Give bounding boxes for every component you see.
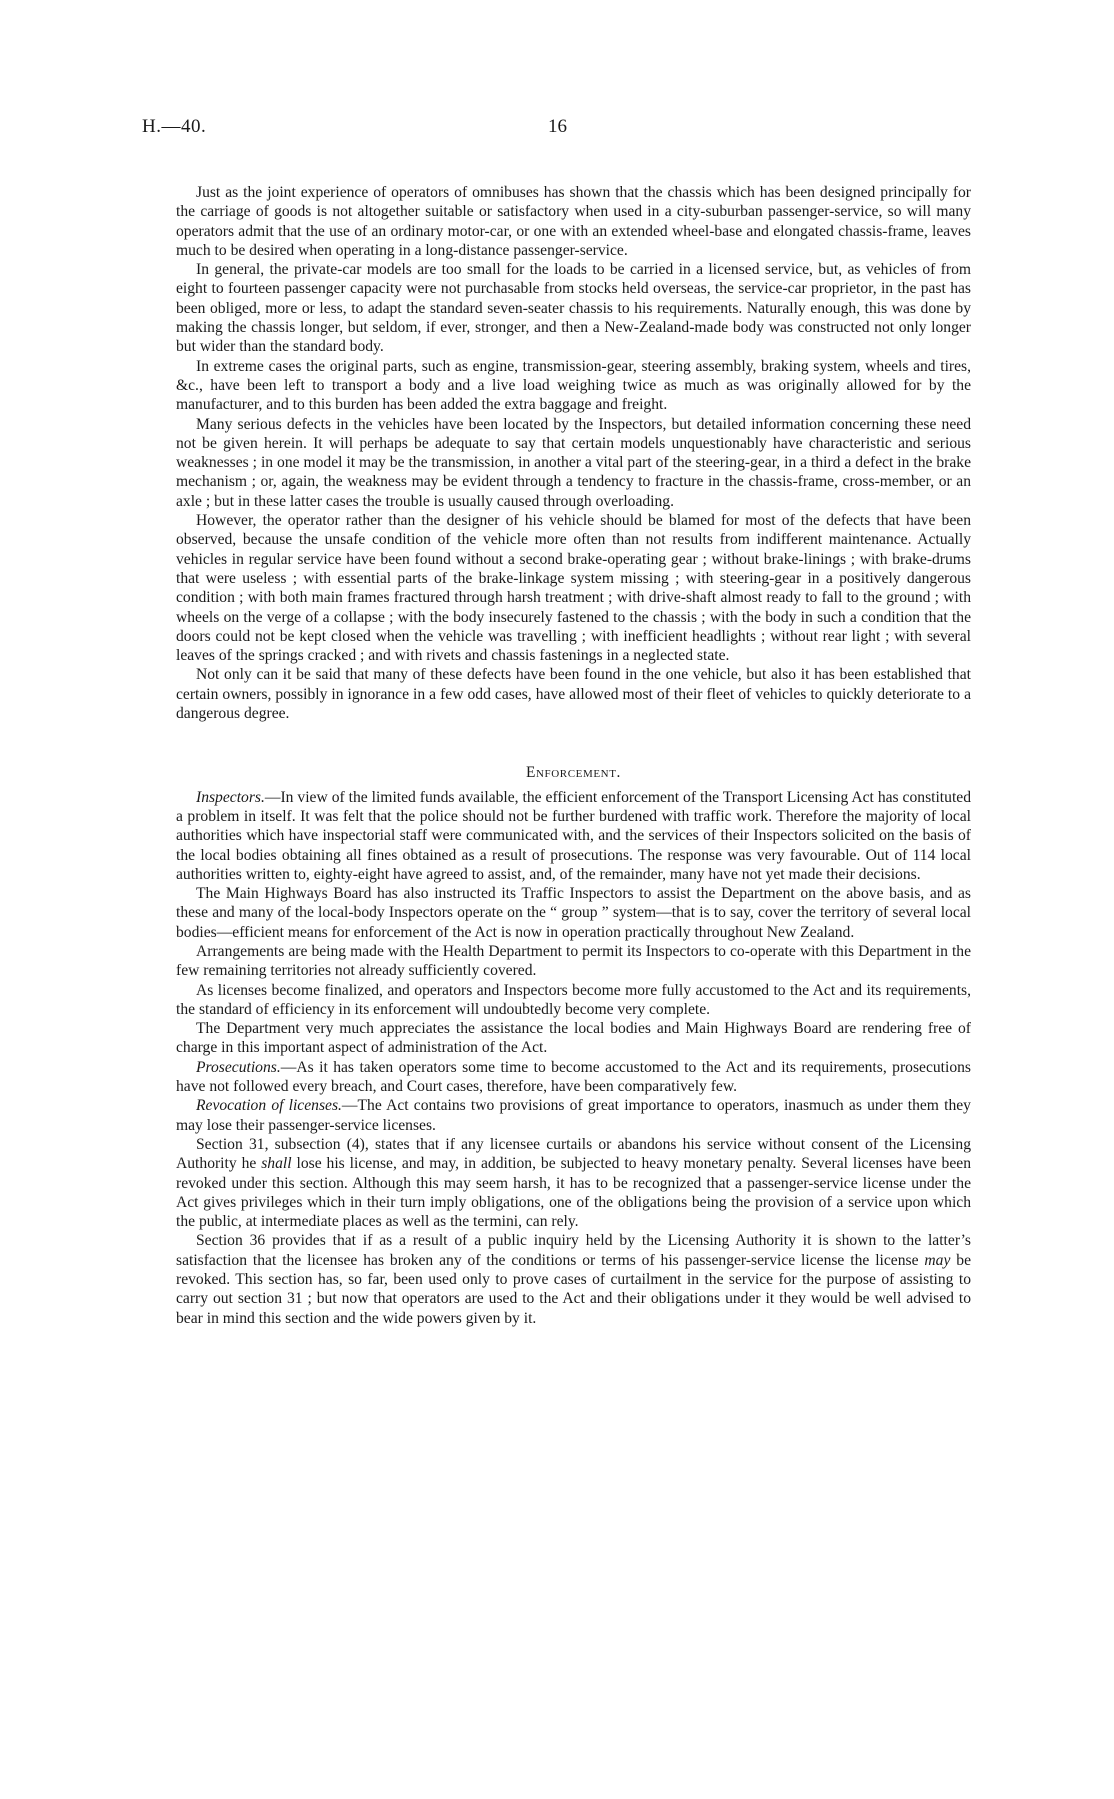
- body-text: [176, 183, 971, 1328]
- run-in-heading: Inspectors.: [196, 788, 265, 806]
- paragraph: The Department very much appreciates the assistance the local bodies and Main Highways Board are rendering free of charge in this important aspect of administration of the Act.: [176, 1020, 971, 1057]
- paragraph-text: Section 36 provides that if as a result of a public inquiry held by the Licensing Authority it is shown to the latter’s satisfaction that the licensee has broken any of the conditions or terms of his passenger-service license the license: [176, 1232, 971, 1269]
- page-header: [142, 116, 972, 146]
- document-reference: H.—40.: [142, 116, 207, 137]
- paragraph-text: —In view of the limited funds available, the efficient enforcement of the Transport Licensing Act has constituted a problem in itself. It was felt that the police should not be further burdened with traffic work. Therefore the majority of local authorities which have inspectorial staff were communicated with, and the services of their Inspectors solicited on the basis of the local bodies obtaining all fines obtained as a result of prosecutions. The response was very favourable. Out of 114 local authorities written to, eighty-eight have agreed to assist, and, of the remainder, many have not yet made their decisions.: [176, 788, 971, 883]
- paragraph-inspectors: [176, 788, 971, 884]
- paragraph: Not only can it be said that many of these defects have been found in the one vehicle, but also it has been established that certain owners, possibly in ignorance in a few odd cases, have allowed most of their fleet of vehicles to quickly deteriorate to a dangerous degree.: [176, 666, 971, 723]
- paragraph-revocation: [176, 1096, 971, 1135]
- emphasis: may: [924, 1251, 951, 1269]
- paragraph: As licenses become finalized, and operators and Inspectors become more fully accustomed to the Act and its requirements, the standard of efficiency in its enforcement will undoubtedly become very complete.: [176, 981, 971, 1018]
- emphasis: shall: [261, 1155, 292, 1173]
- paragraph-text: lose his license, and may, in addition, be subjected to heavy monetary penalty. Several licenses have been revoked under this section. Although this may seem harsh, it has to be recognized that a passenger-service license under the Act gives privileges which in their turn imply obligations, one of the obligations being the provision of a service upon which the public, at intermediate places as well as the termini, can rely.: [176, 1155, 971, 1231]
- page-number: 16: [548, 116, 567, 137]
- paragraph: In general, the private-car models are too small for the loads to be carried in a licensed service, but, as vehicles of from eight to fourteen passenger capacity were not purchasable from stocks held overseas, the service-car proprietor, in the past has been obliged, more or less, to adapt the standard seven-seater chassis to his requirements. Naturally enough, this was done by making the chassis longer, but seldom, if ever, stronger, and then a New-Zealand-made body was constructed not only longer but wider than the standard body.: [176, 261, 971, 356]
- section-heading-enforcement: Enforcement.: [525, 764, 621, 782]
- paragraph: Arrangements are being made with the Health Department to permit its Inspectors to co-operate with this Department in the few remaining territories not already sufficiently covered.: [176, 942, 971, 980]
- paragraph-section-36: [176, 1231, 971, 1327]
- paragraph-text: be revoked. This section has, so far, been used only to prove cases of curtailment in the service for the purpose of assisting to carry out section 31 ; but now that operators are used to the Act and their obligations under it they would be well advised to bear in mind this section and the wide powers given by it.: [176, 1251, 971, 1327]
- paragraph: Just as the joint experience of operators of omnibuses has shown that the chassis which has been designed principally for the carriage of goods is not altogether suitable or satisfactory when used in a city-suburban passenger-service, so will many operators admit that the use of an ordinary motor-car, or one with an extended wheel-base and elongated chassis-frame, leaves much to be desired when operating in a long-distance passenger-service.: [176, 184, 971, 259]
- paragraph: However, the operator rather than the designer of his vehicle should be blamed for most of the defects that have been observed, because the unsafe condition of the vehicle more often than not results from indifferent maintenance. Actually vehicles in regular service have been found without a second brake-operating gear ; without brake-linings ; with brake-drums that were useless ; with essential parts of the brake-linkage system missing ; with steering-gear in a positively dangerous condition ; with both main frames fractured through harsh treatment ; with drive-shaft almost ready to fall to the ground ; with wheels on the verge of a collapse ; with the body insecurely fastened to the chassis ; with the body in such a condition that the doors could not be kept closed when the vehicle was travelling ; with inefficient headlights ; without rear light ; with several leaves of the springs cracked ; and with rivets and chassis fastenings in a neglected state.: [176, 512, 971, 665]
- paragraph: Many serious defects in the vehicles have been located by the Inspectors, but detailed information concerning these need not be given herein. It will perhaps be adequate to say that certain models unquestionably have characteristic and serious weaknesses ; in one model it may be the transmission, in another a vital part of the steering-gear, in a third a defect in the brake mechanism ; or, again, the weakness may be evident through a tendency to fracture in the chassis-frame, cross-member, or an axle ; but in these latter cases the trouble is usually caused through overloading.: [176, 415, 971, 510]
- run-in-heading: Revocation of licenses.: [196, 1097, 342, 1115]
- paragraph-text: Section 31, subsection (4), states that if any licensee curtails or abandons his service without consent of the Licensing Authority he: [176, 1135, 971, 1173]
- run-in-heading: Prosecutions.: [196, 1058, 281, 1076]
- paragraph-text: —As it has taken operators some time to become accustomed to the Act and its requirements, prosecutions have not followed every breach, and Court cases, therefore, have been comparatively few.: [176, 1058, 971, 1096]
- paragraph: In extreme cases the original parts, such as engine, transmission-gear, steering assembly, braking system, wheels and tires, &c., have been left to transport a body and a live load weighing twice as much as was originally allowed for by the manufacturer, and to this burden has been added the extra baggage and freight.: [176, 357, 971, 414]
- paragraph-text: —The Act contains two provisions of great importance to operators, inasmuch as under them they may lose their passenger-service licenses.: [176, 1097, 971, 1134]
- paragraph: The Main Highways Board has also instructed its Traffic Inspectors to assist the Department on the above basis, and as these and many of the local-body Inspectors operate on the “ group ” system—that is to say, cover the territory of several local bodies—efficient means for enforcement of the Act is now in operation practically throughout New Zealand.: [176, 885, 971, 941]
- paragraph-prosecutions: [176, 1058, 971, 1097]
- paragraph-section-31: [176, 1135, 971, 1231]
